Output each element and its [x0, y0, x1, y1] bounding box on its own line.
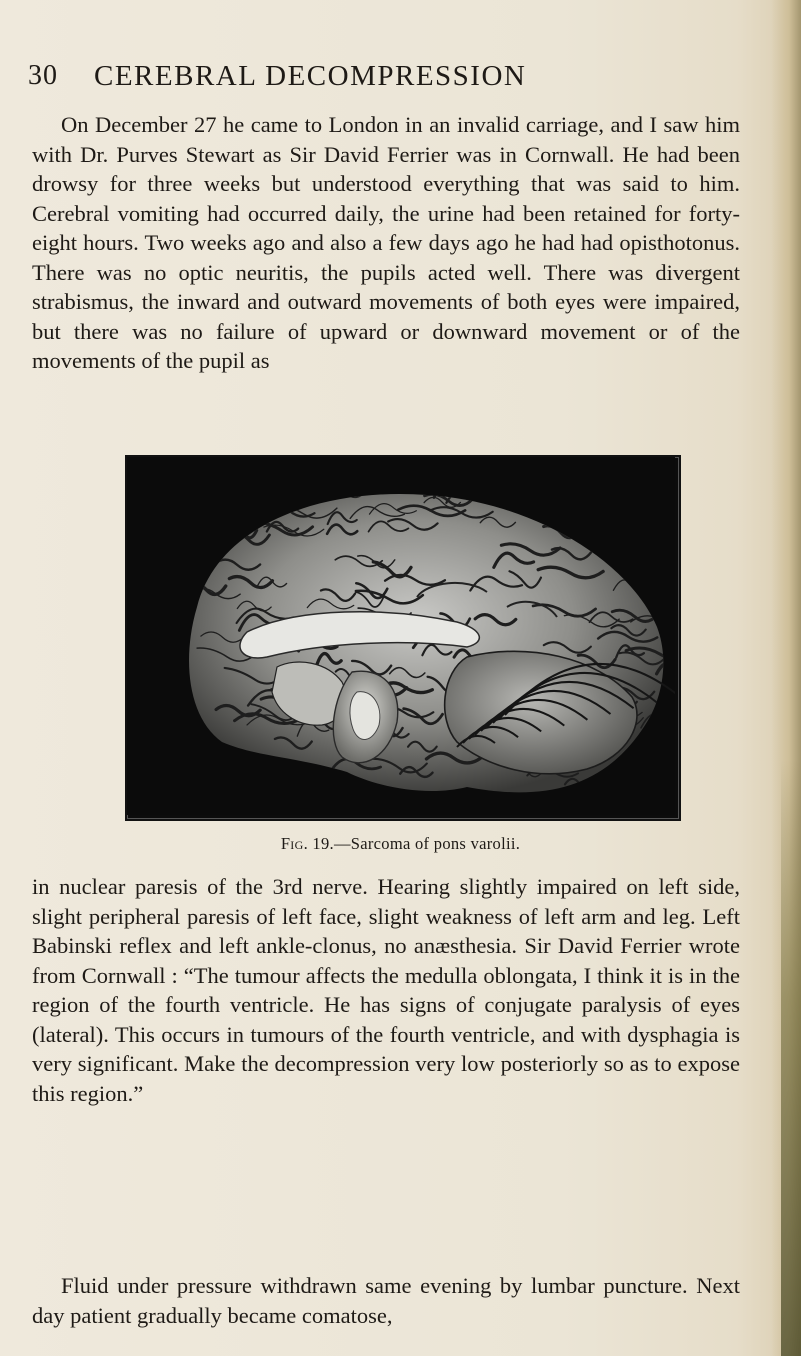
page-number: 30 [28, 60, 58, 91]
figure-caption [0, 834, 801, 854]
figure-label: Fig. 19. [280, 834, 334, 853]
brain-section-image [127, 457, 675, 815]
body-paragraph-3: Fluid under pressure withdrawn same evening by lumbar puncture. Next day patient gradually became comatose, [32, 1273, 740, 1328]
body-paragraph-1: On December 27 he came to London in an invalid carriage, and I saw him with Dr. Purves Stewart as Sir David Ferrier was in Cornwall. He had been drowsy for three weeks but understood everything that was said to him. Cerebral vomiting had occurred daily, the urine had been retained for forty-eight hours. Two weeks ago and also a few days ago he had had opisthotonus. There was no optic neuritis, the pupils acted well. There was divergent strabismus, the inward and outward movements of both eyes were impaired, but there was no failure of upward or downward movement or of the movements of the pupil as [32, 112, 740, 373]
figure-caption-text: —Sarcoma of pons varolii. [333, 834, 521, 853]
body-paragraph-2: in nuclear paresis of the 3rd nerve. Hearing slightly impaired on left side, slight peripheral paresis of left face, slight weakness of left arm and leg. Left Babinski reflex and left ankle-clonus, no anæsthesia. Sir David Ferrier wrote from Cornwall : “The tumour affects the medulla oblongata, I think it is in the region of the fourth ventricle. He has signs of conjugate paralysis of eyes (lateral). This occurs in tumours of the fourth ventricle, and with dysphagia is very significant. Make the decompression very low posteriorly so as to expose this region.” [32, 874, 740, 1106]
page-header [28, 60, 728, 100]
figure-19-photograph [125, 455, 681, 821]
running-head: CEREBRAL DECOMPRESSION [94, 60, 527, 92]
